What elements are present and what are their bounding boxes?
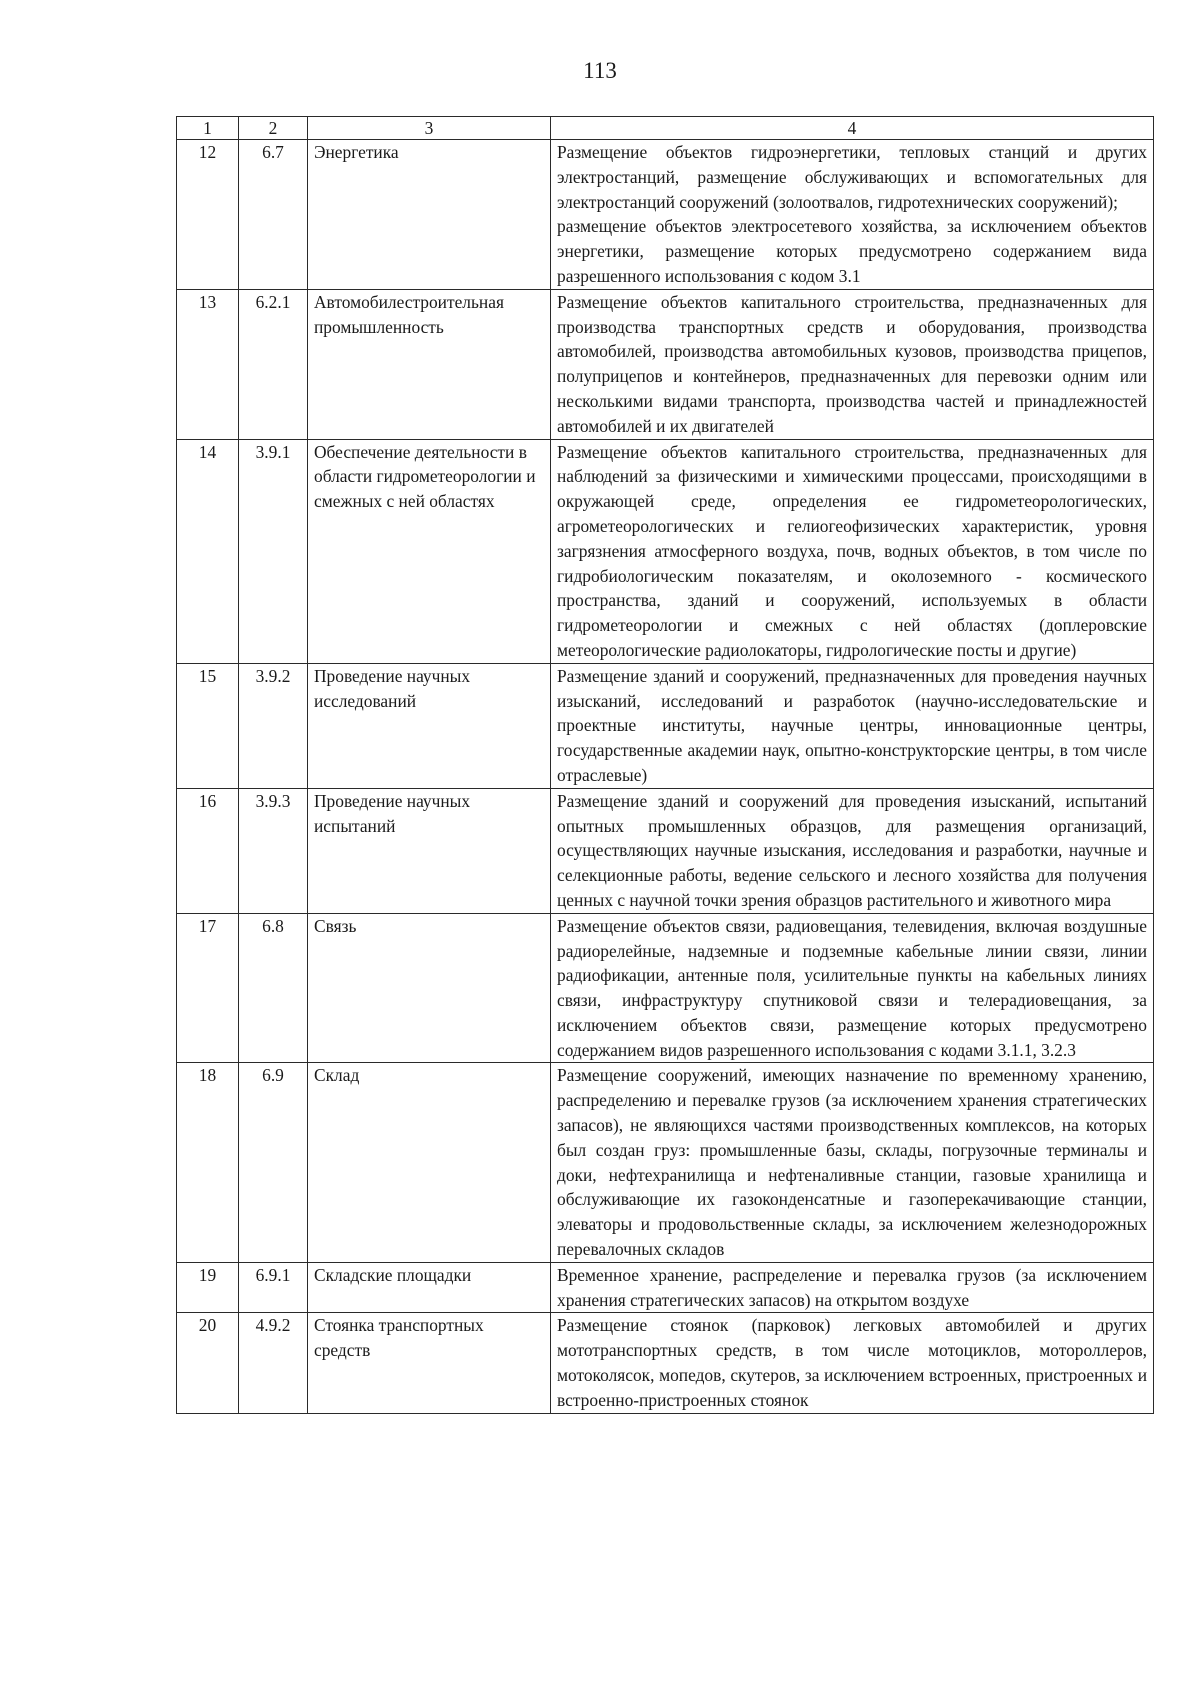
- row-code: 6.9.1: [239, 1262, 308, 1313]
- row-name: Складские площадки: [308, 1262, 551, 1313]
- table-row: [177, 1313, 1154, 1413]
- header-col-2: 2: [239, 117, 308, 140]
- table-row: [177, 1262, 1154, 1313]
- page-number: 113: [583, 58, 617, 83]
- description-paragraph: Размещение объектов связи, радиовещания, телевидения, включая воздушные радиорелейные, надземные и подземные кабельные линии связи, линии радиофикации, антенные поля, усилительные пункты на кабельных линиях связи, инфраструктуру спутниковой связи и телерадиовещания, за исключением объектов связи, размещение которых предусмотрено содержанием видов разрешенного использования с кодами 3.1.1, 3.2.3: [557, 915, 1147, 1060]
- description-paragraph: Размещение объектов гидроэнергетики, тепловых станций и других электростанций, размещение обслуживающих и вспомогательных для электростанций сооружений (золоотвалов, гидротехнических сооружений);: [557, 142, 1147, 212]
- row-description: [551, 1313, 1154, 1413]
- header-col-4: 4: [551, 117, 1154, 140]
- row-description: [551, 913, 1154, 1063]
- row-code: 6.9: [239, 1063, 308, 1262]
- table-row: [177, 1063, 1154, 1262]
- description-paragraph: Размещение зданий и сооружений для проведения изысканий, испытаний опытных промышленных образцов, для размещения организаций, осуществляющих научные изыскания, исследования и разработки, научные и селекционные работы, ведение сельского и лесного хозяйства для получения ценных с научной точки зрения образцов растительного и животного мира: [557, 790, 1147, 910]
- row-code: 3.9.2: [239, 663, 308, 788]
- table-row: [177, 663, 1154, 788]
- row-code: 4.9.2: [239, 1313, 308, 1413]
- row-code: 6.2.1: [239, 289, 308, 439]
- row-description: [551, 289, 1154, 439]
- table-row: [177, 913, 1154, 1063]
- row-number: 13: [177, 289, 239, 439]
- row-name: Энергетика: [308, 140, 551, 290]
- description-paragraph: Временное хранение, распределение и перевалка грузов (за исключением хранения стратегических запасов) на открытом воздухе: [557, 1264, 1147, 1310]
- table-row: [177, 788, 1154, 913]
- row-name: Склад: [308, 1063, 551, 1262]
- description-paragraph: Размещение зданий и сооружений, предназначенных для проведения научных изысканий, исследований и разработок (научно-исследовательские и проектные институты, научные центры, инновационные центры, государственные академии наук, опытно-конструкторские центры, в том числе отраслевые): [557, 665, 1147, 785]
- row-description: [551, 663, 1154, 788]
- row-name: Обеспечение деятельности в области гидрометеорологии и смежных с ней областях: [308, 439, 551, 663]
- description-paragraph: размещение объектов электросетевого хозяйства, за исключением объектов энергетики, размещение которых предусмотрено содержанием вида разрешенного использования с кодом 3.1: [557, 216, 1147, 286]
- description-paragraph: Размещение объектов капитального строительства, предназначенных для наблюдений за физическими и химическими процессами, происходящими в окружающей среде, определения ее гидрометеорологических, агрометеорологических и гелиогеофизических характеристик, уровня загрязнения атмосферного воздуха, почв, водных объектов, в том числе по гидробиологическим показателям, и околоземного - космического пространства, зданий и сооружений, используемых в области гидрометеорологии и смежных с ней областях (доплеровские метеорологические радиолокаторы, гидрологические посты и другие): [557, 441, 1147, 660]
- header-col-3: 3: [308, 117, 551, 140]
- row-description: [551, 140, 1154, 290]
- row-name: Проведение научных испытаний: [308, 788, 551, 913]
- header-col-1: 1: [177, 117, 239, 140]
- description-paragraph: Размещение объектов капитального строительства, предназначенных для производства транспортных средств и оборудования, производства автомобилей, производства автомобильных кузовов, производства прицепов, полуприцепов и контейнеров, предназначенных для перевозки одним или несколькими видами транспорта, производства частей и принадлежностей автомобилей и их двигателей: [557, 291, 1147, 436]
- row-number: 14: [177, 439, 239, 663]
- row-code: 6.8: [239, 913, 308, 1063]
- row-name: Стоянка транспортных средств: [308, 1313, 551, 1413]
- row-number: 17: [177, 913, 239, 1063]
- row-code: 3.9.1: [239, 439, 308, 663]
- row-number: 15: [177, 663, 239, 788]
- row-code: 6.7: [239, 140, 308, 290]
- row-description: [551, 1262, 1154, 1313]
- row-number: 18: [177, 1063, 239, 1262]
- row-name: Связь: [308, 913, 551, 1063]
- row-description: [551, 788, 1154, 913]
- table-row: [177, 289, 1154, 439]
- row-number: 12: [177, 140, 239, 290]
- row-description: [551, 1063, 1154, 1262]
- row-name: Проведение научных исследований: [308, 663, 551, 788]
- row-code: 3.9.3: [239, 788, 308, 913]
- land-use-table: [176, 116, 1154, 1414]
- row-number: 16: [177, 788, 239, 913]
- row-number: 20: [177, 1313, 239, 1413]
- description-paragraph: Размещение сооружений, имеющих назначение по временному хранению, распределению и перевалке грузов (за исключением хранения стратегических запасов), не являющихся частями производственных комплексов, на которых был создан груз: промышленные базы, склады, погрузочные терминалы и доки, нефтехранилища и нефтеналивные станции, газовые хранилища и обслуживающие их газоконденсатные и газоперекачивающие станции, элеваторы и продовольственные склады, за исключением железнодорожных перевалочных складов: [557, 1065, 1147, 1260]
- table-header-row: [177, 117, 1154, 140]
- table-body: [177, 140, 1154, 1414]
- row-name: Автомобилестроительная промышленность: [308, 289, 551, 439]
- row-description: [551, 439, 1154, 663]
- row-number: 19: [177, 1262, 239, 1313]
- table-row: [177, 140, 1154, 290]
- description-paragraph: Размещение стоянок (парковок) легковых автомобилей и других мототранспортных средств, в том числе мотоциклов, мотороллеров, мотоколясок, мопедов, скутеров, за исключением встроенных, пристроенных и встроенно-пристроенных стоянок: [557, 1315, 1147, 1410]
- table-row: [177, 439, 1154, 663]
